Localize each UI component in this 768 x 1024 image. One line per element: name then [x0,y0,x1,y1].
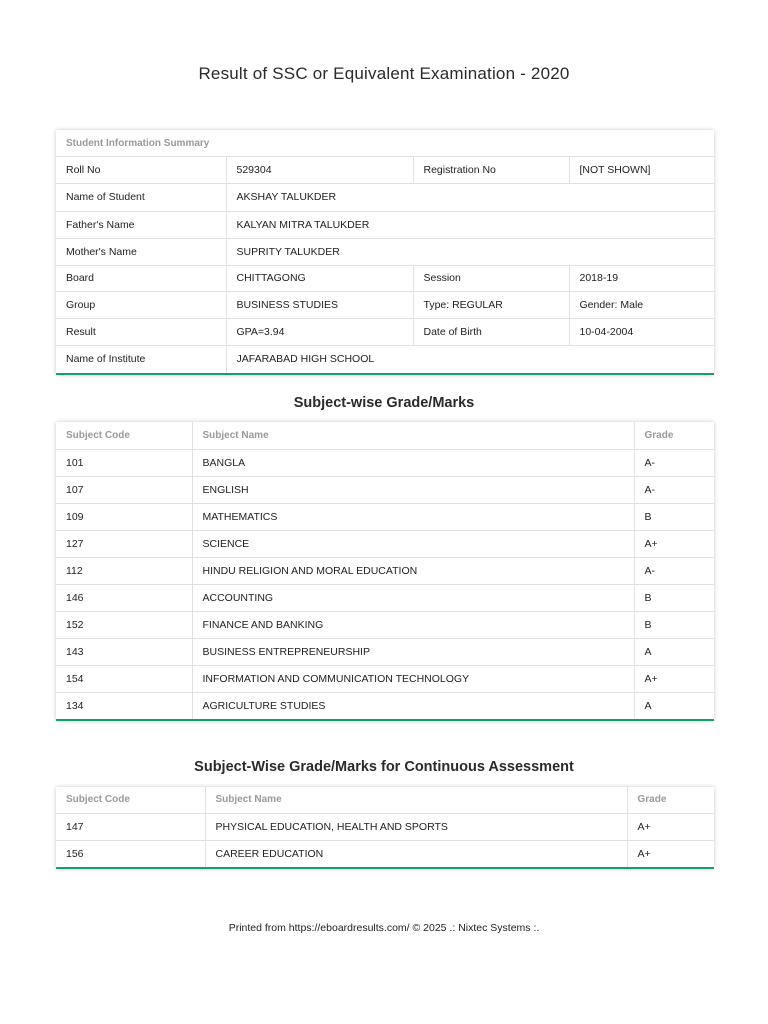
session-value: 2018-19 [569,265,714,291]
subject-code: 127 [56,530,192,557]
roll-label: Roll No [56,157,226,183]
grades-table [56,422,714,719]
subject-name: HINDU RELIGION AND MORAL EDUCATION [192,557,634,584]
print-footer: Printed from https://eboardresults.com/ © 2025 .: Nixtec Systems :. [228,922,540,934]
info-row-group [56,291,714,318]
group-value: BUSINESS STUDIES [226,291,413,318]
grades-col-code: Subject Code [56,422,192,449]
session-label: Session [413,265,569,291]
result-label: Result [56,318,226,345]
table-row [56,584,714,611]
info-row-name [56,183,714,211]
subject-name: PHYSICAL EDUCATION, HEALTH AND SPORTS [205,813,627,840]
info-row-father [56,211,714,238]
grades-col-name: Subject Name [192,422,634,449]
subject-code: 152 [56,611,192,638]
subject-grade: B [634,503,714,530]
student-info-caption: Student Information Summary [56,130,714,157]
student-name-value: AKSHAY TALUKDER [226,183,714,211]
subject-code: 134 [56,692,192,719]
gender-text: Gender: Male [569,291,714,318]
continuous-heading: Subject-Wise Grade/Marks for Continuous Assessment [194,759,574,775]
subject-code: 112 [56,557,192,584]
type-text: Type: REGULAR [413,291,569,318]
institute-value: JAFARABAD HIGH SCHOOL [226,345,714,373]
subject-name: SCIENCE [192,530,634,557]
subject-grade: A [634,638,714,665]
subject-grade: A+ [627,813,714,840]
subject-grade: A+ [634,665,714,692]
subject-code: 147 [56,813,205,840]
table-row [56,557,714,584]
info-row-result [56,318,714,345]
subject-name: CAREER EDUCATION [205,840,627,867]
student-info-card [56,130,714,375]
grades-heading: Subject-wise Grade/Marks [293,395,475,411]
roll-value: 529304 [226,157,413,183]
continuous-header-row [56,787,714,813]
table-row [56,449,714,476]
mother-name-label: Mother's Name [56,238,226,265]
table-row [56,692,714,719]
grades-header-row [56,422,714,449]
table-row [56,813,714,840]
subject-grade: A- [634,476,714,503]
continuous-col-name: Subject Name [205,787,627,813]
subject-code: 146 [56,584,192,611]
subject-grade: A+ [634,530,714,557]
institute-label: Name of Institute [56,345,226,373]
subject-code: 154 [56,665,192,692]
result-value: GPA=3.94 [226,318,413,345]
table-row [56,840,714,867]
subject-grade: A- [634,557,714,584]
registration-value: [NOT SHOWN] [569,157,714,183]
father-name-value: KALYAN MITRA TALUKDER [226,211,714,238]
table-row [56,503,714,530]
subject-grade: A [634,692,714,719]
subject-name: BUSINESS ENTREPRENEURSHIP [192,638,634,665]
subject-name: AGRICULTURE STUDIES [192,692,634,719]
continuous-card [56,787,714,869]
page-title: Result of SSC or Equivalent Examination - 2020 [198,64,570,83]
info-row-roll [56,157,714,183]
subject-name: INFORMATION AND COMMUNICATION TECHNOLOGY [192,665,634,692]
subject-grade: B [634,611,714,638]
table-row [56,476,714,503]
student-name-label: Name of Student [56,183,226,211]
subject-name: ACCOUNTING [192,584,634,611]
subject-grade: A- [634,449,714,476]
info-row-institute [56,345,714,373]
father-name-label: Father's Name [56,211,226,238]
subject-code: 107 [56,476,192,503]
subject-code: 143 [56,638,192,665]
board-value: CHITTAGONG [226,265,413,291]
subject-name: BANGLA [192,449,634,476]
table-row [56,530,714,557]
table-row [56,638,714,665]
registration-label: Registration No [413,157,569,183]
continuous-table [56,787,714,867]
dob-value: 10-04-2004 [569,318,714,345]
table-row [56,665,714,692]
subject-grade: A+ [627,840,714,867]
subject-grade: B [634,584,714,611]
board-label: Board [56,265,226,291]
info-row-board [56,265,714,291]
subject-code: 101 [56,449,192,476]
subject-name: MATHEMATICS [192,503,634,530]
info-row-mother [56,238,714,265]
continuous-col-grade: Grade [627,787,714,813]
mother-name-value: SUPRITY TALUKDER [226,238,714,265]
subject-name: FINANCE AND BANKING [192,611,634,638]
subject-name: ENGLISH [192,476,634,503]
grades-col-grade: Grade [634,422,714,449]
group-label: Group [56,291,226,318]
dob-label: Date of Birth [413,318,569,345]
subject-code: 109 [56,503,192,530]
grades-card [56,422,714,721]
table-row [56,611,714,638]
subject-code: 156 [56,840,205,867]
student-info-table [56,157,714,373]
continuous-col-code: Subject Code [56,787,205,813]
